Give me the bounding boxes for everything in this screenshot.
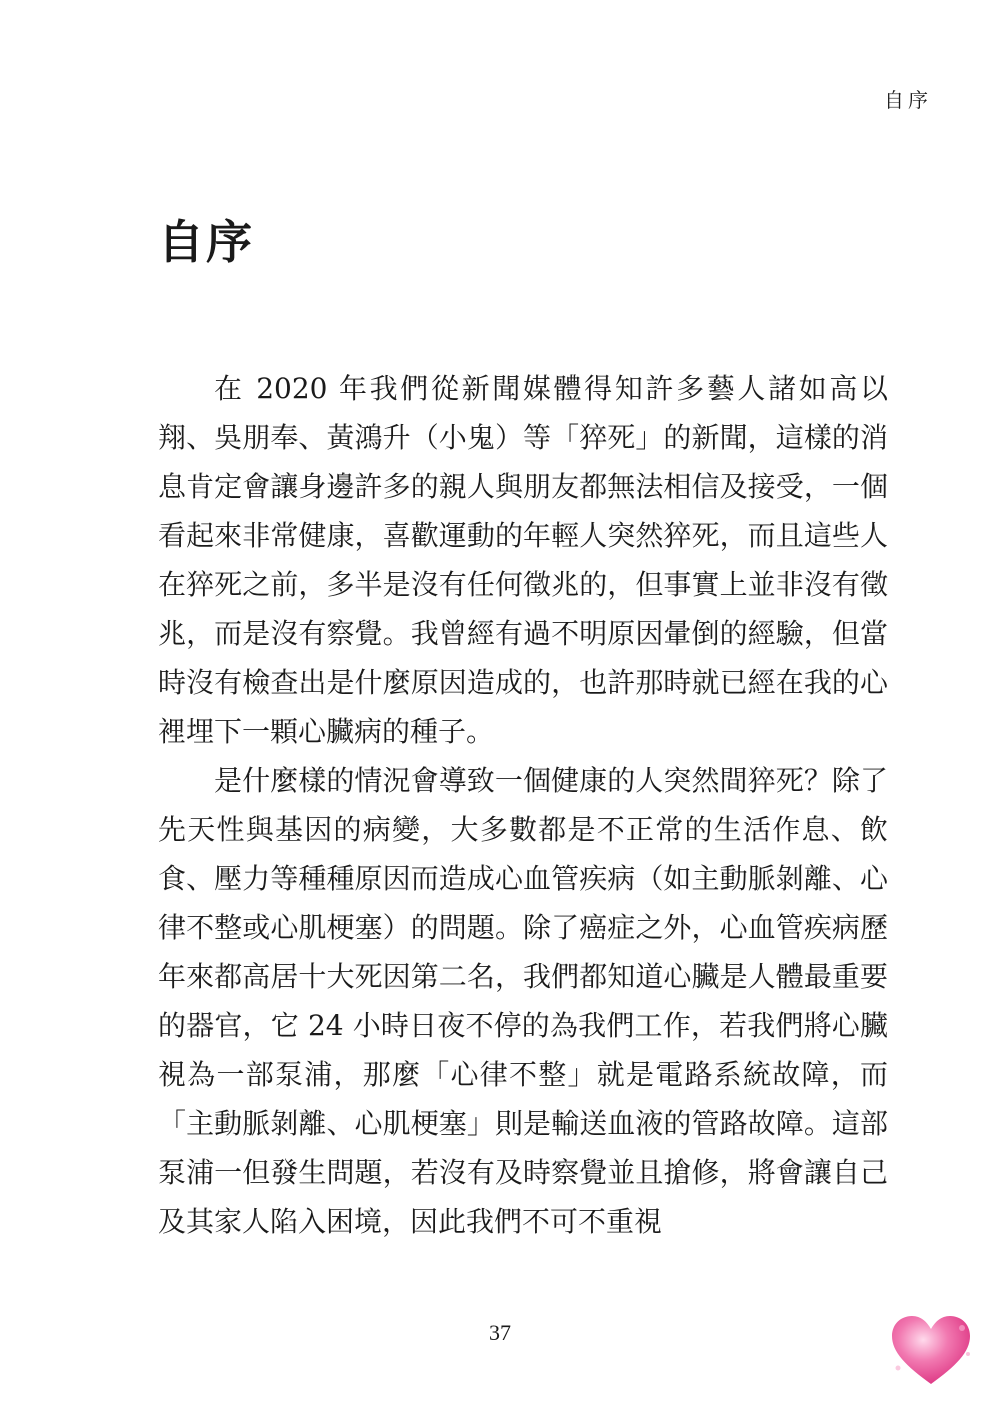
- chapter-title: 自序: [158, 215, 254, 269]
- paragraph-2: 是什麼樣的情況會導致一個健康的人突然間猝死？除了先天性與基因的病變，大多數都是不正常的生活作息、飲食、壓力等種種原因而造成心血管疾病（如主動脈剝離、心律不整或心肌梗塞）的問題。除了癌症之外，心血管疾病歷年來都高居十大死因第二名，我們都知道心臟是人體最重要的器官，它 24 小時日夜不停的為我們工作，若我們將心臟視為一部泵浦，那麼「心律不整」就是電路系統故障，而「主動脈剝離、心肌梗塞」則是輸送血液的管路故障。這部泵浦一但發生問題，若沒有及時察覺並且搶修，將會讓自己及其家人陷入困境，因此我們不可不重視: [158, 764, 888, 1238]
- body-text: [158, 364, 888, 1246]
- paragraph-1: 在 2020 年我們從新聞媒體得知許多藝人諸如高以翔、吳朋奉、黃鴻升（小鬼）等「猝死」的新聞，這樣的消息肯定會讓身邊許多的親人與朋友都無法相信及接受，一個看起來非常健康，喜歡運動的年輕人突然猝死，而且這些人在猝死之前，多半是沒有任何徵兆的，但事實上並非沒有徵兆，而是沒有察覺。我曾經有過不明原因暈倒的經驗，但當時沒有檢查出是什麼原因造成的，也許那時就已經在我的心裡埋下一顆心臟病的種子。: [158, 372, 888, 748]
- running-header: 自序: [884, 88, 932, 112]
- page-number: 37: [489, 1320, 511, 1345]
- heart-icon: [886, 1310, 976, 1390]
